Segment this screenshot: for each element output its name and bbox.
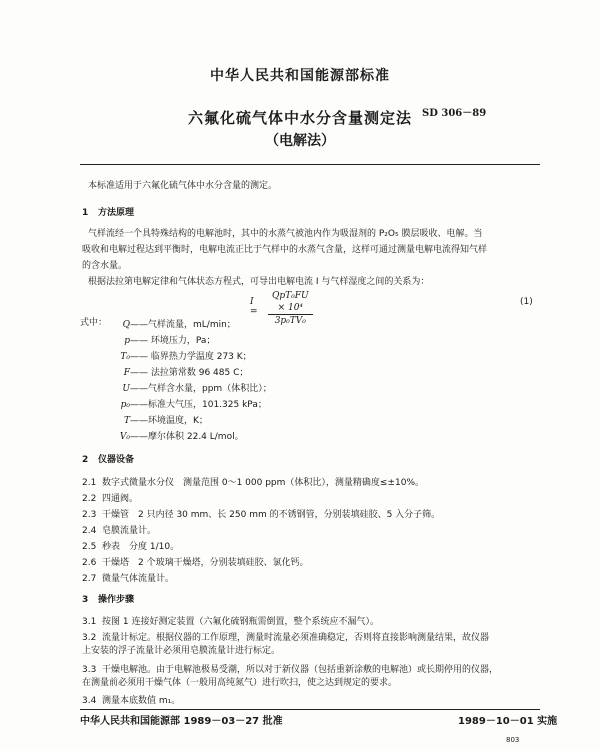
section-number: 3 — [82, 595, 89, 605]
item-number: 3.2 — [82, 633, 97, 643]
variable-symbol: V₀ — [119, 432, 130, 442]
variable-symbol: p — [124, 336, 130, 346]
item-text: 干燥电解池。由于电解池极易受潮，所以对于新仪器（包括重新涂敷的电解池）或长期停用的仪器， — [102, 665, 499, 675]
item-text: 四通阀。 — [102, 494, 139, 504]
section-title: 操作步骤 — [98, 595, 135, 605]
section-title: 方法原理 — [98, 208, 135, 218]
variable-symbol: U — [122, 384, 130, 394]
item-text: 按图 1 连接好测定装置（六氟化硫钢瓶需倒置，整个系统应不漏气）。 — [102, 617, 379, 627]
section-1-heading — [82, 205, 134, 218]
document-subtitle: （电解法） — [265, 133, 335, 149]
equipment-item — [82, 491, 138, 504]
variable-symbol: Q — [122, 320, 130, 330]
formula-numerator: QpT₀FU × 10⁴ — [268, 290, 313, 315]
equipment-item — [82, 507, 440, 520]
variable-row — [100, 397, 267, 410]
item-text: 干燥管 2 只内径 30 mm、长 250 mm 的不锈钢管，分别装填硅胶、5 入分子筛。 — [102, 510, 441, 520]
item-number: 2.1 — [82, 478, 97, 488]
formula-denominator: 3p₀TV₀ — [274, 316, 306, 326]
variable-symbol: T₀ — [120, 352, 130, 362]
equipment-item — [82, 555, 309, 568]
variable-description: ——气样含水量，ppm（体积比）； — [130, 384, 272, 394]
variable-description: —— 环境压力，Pa； — [130, 336, 216, 346]
item-text-continued: 在测量前必须用干燥气体（一般用高纯氮气）进行吹扫，使之达到规定的要求。 — [82, 678, 398, 688]
section-number: 1 — [82, 208, 89, 218]
principle-line-1: 气样流经一个具特殊结构的电解池时，其中的水蒸气被池内作为吸湿剂的 P₂O₅ 膜层吸收、电解。当 — [88, 229, 483, 239]
footer-divider — [80, 709, 540, 710]
item-number: 3.3 — [82, 665, 97, 675]
variable-description: ——摩尔体积 22.4 L/mol。 — [130, 432, 244, 442]
variable-row — [100, 349, 252, 362]
item-text: 测量本底数值 m₁。 — [102, 696, 181, 706]
equation-number: (1) — [520, 297, 533, 307]
item-number: 2.3 — [82, 510, 97, 520]
procedure-step — [82, 662, 498, 675]
item-text-continued: 上安装的浮子流量计必须用皂膜流量计进行标定。 — [82, 646, 281, 656]
variable-description: ——标准大气压，101.325 kPa； — [130, 400, 267, 410]
faraday-law-intro: 根据法拉第电解定律和气体状态方程式，可导出电解电流 I 与气样湿度之间的关系为： — [88, 277, 430, 287]
procedure-step — [82, 630, 489, 643]
section-3-heading — [82, 592, 134, 605]
item-number: 2.5 — [82, 542, 97, 552]
variable-description: ——气样流量，mL/min； — [130, 320, 236, 330]
section-2-heading — [82, 452, 134, 465]
variable-description: ——环境温度，K； — [130, 416, 208, 426]
variable-description: —— 临界热力学温度 273 K； — [130, 352, 252, 362]
item-number: 2.4 — [82, 526, 97, 536]
variable-symbol: p₀ — [120, 400, 130, 410]
variable-symbol: T — [123, 416, 130, 426]
page-number: 803 — [506, 736, 520, 744]
standard-number: SD 306－89 — [422, 108, 487, 119]
item-number: 2.2 — [82, 494, 97, 504]
document-title: 六氟化硫气体中水分含量测定法 — [187, 109, 412, 127]
item-text: 微量气体流量计。 — [102, 574, 175, 584]
approval-statement: 中华人民共和国能源部 1989－03－27 批准 — [80, 716, 283, 727]
effective-date: 1989－10－01 实施 — [458, 716, 558, 727]
variable-description: —— 法拉第常数 96 485 C； — [130, 368, 249, 378]
principle-line-2: 吸收和电解过程达到平衡时，电解电流正比于气样中的水蒸气含量，这样可通过测量电解电流得知气样 — [82, 245, 488, 255]
principle-line-3: 的含水量。 — [82, 261, 128, 271]
procedure-step — [82, 693, 180, 706]
section-number: 2 — [82, 455, 89, 465]
variable-symbol: F — [123, 368, 130, 378]
item-text: 干燥塔 2 个玻璃干燥塔，分别装填硅胶、氯化钙。 — [102, 558, 309, 568]
variable-row — [100, 413, 208, 426]
equipment-item — [82, 475, 424, 488]
item-number: 3.1 — [82, 617, 97, 627]
variable-row — [100, 381, 272, 394]
section-title: 仪器设备 — [98, 455, 135, 465]
formula-lhs: I = — [250, 297, 258, 317]
item-text: 流量计标定。根据仪器的工作原理，测量时流量必须准确稳定，否则将直接影响测量结果，故仪器 — [102, 633, 490, 643]
procedure-step — [82, 614, 379, 627]
equipment-item — [82, 571, 174, 584]
item-number: 2.7 — [82, 574, 97, 584]
header-divider — [80, 164, 540, 165]
variable-row — [100, 317, 236, 330]
scope-statement: 本标准适用于六氟化硫气体中水分含量的测定。 — [88, 181, 278, 191]
item-text: 秒表 分度 1/10。 — [102, 542, 180, 552]
item-number: 2.6 — [82, 558, 97, 568]
variable-row — [100, 429, 244, 442]
where-label: 式中： — [80, 318, 108, 328]
formula-fraction — [268, 290, 313, 328]
item-text: 数字式微量水分仪 测量范围 0～1 000 ppm（体积比），测量精确度≤±10%。 — [102, 478, 424, 488]
item-text: 皂膜流量计。 — [102, 526, 157, 536]
equipment-item — [82, 539, 179, 552]
equipment-item — [82, 523, 156, 536]
issuing-authority: 中华人民共和国能源部标准 — [210, 68, 390, 84]
item-number: 3.4 — [82, 696, 97, 706]
variable-row — [100, 333, 215, 346]
variable-row — [100, 365, 248, 378]
